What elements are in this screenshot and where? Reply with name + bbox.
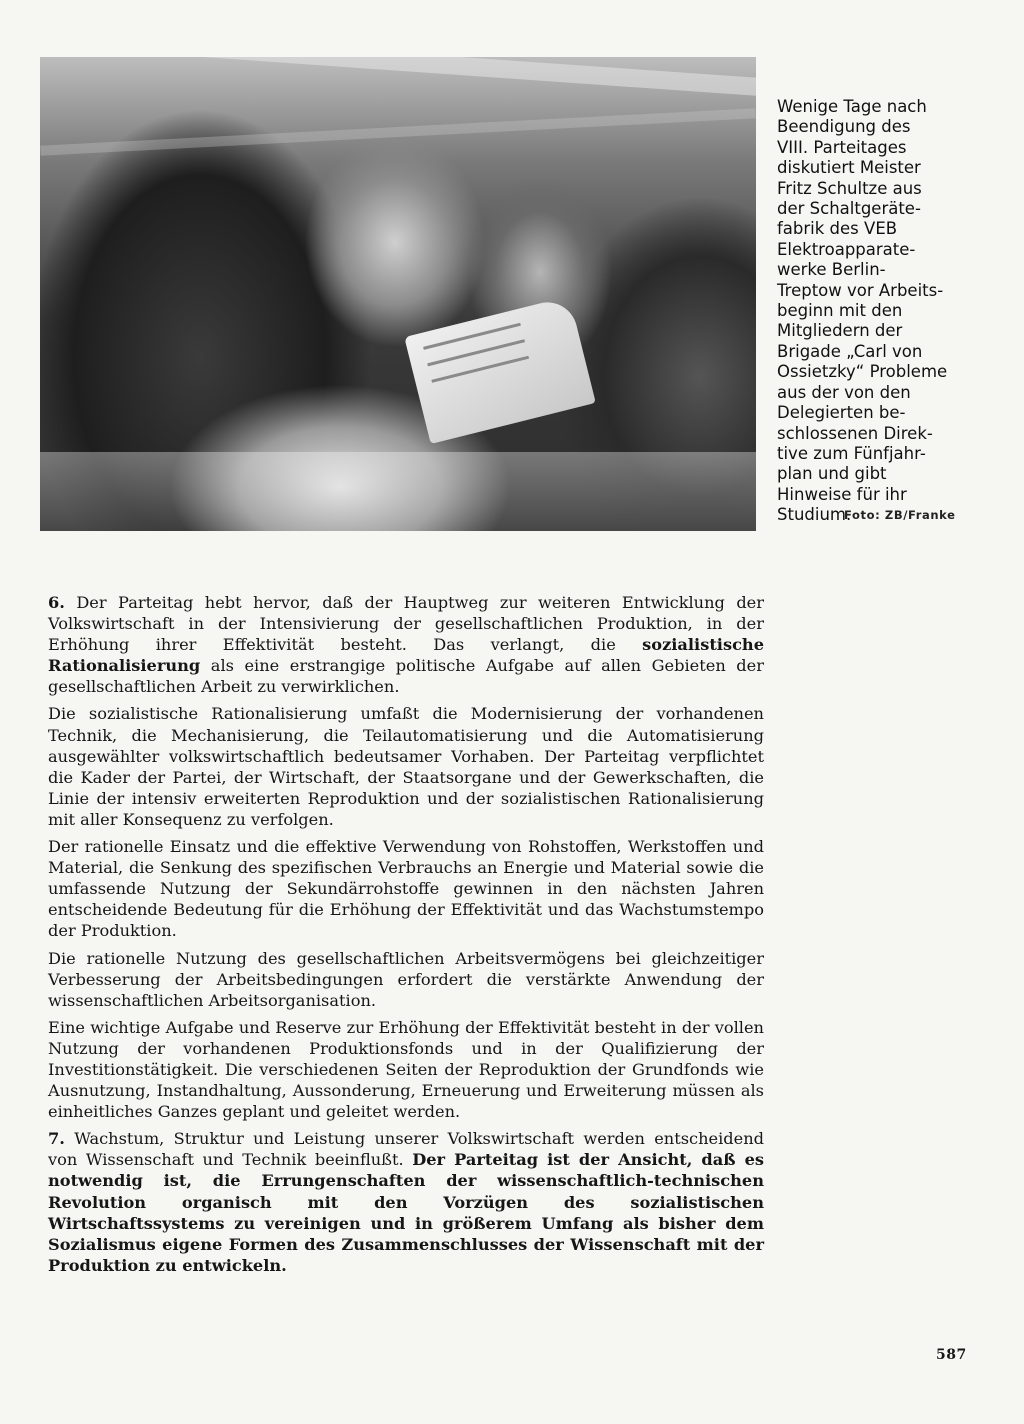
paragraph-text: Der Parteitag hebt hervor, daß der Hauptweg zur weiteren Entwicklung der Volkswirtschaft in der Intensivierung der gesellschaftlichen Produktion, in der Erhöhung ihrer Effektivität besteht. Das verlangt, die bbox=[48, 593, 764, 655]
emphasis-text: Der Parteitag ist der Ansicht, daß es notwendig ist, die Errungenschaften der wissenschaftlich-technischen Revolution organisch mit den Vorzügen des sozialistischen Wirtschaftssystems zu vereinigen und in größerem Umfang als bisher dem Sozialismus eigene Formen des Zusammenschlusses der Wissenschaft mit der Produktion zu entwickeln. bbox=[48, 1150, 764, 1275]
paragraph-produktionsfonds: Eine wichtige Aufgabe und Reserve zur Erhöhung der Effektivität besteht in der vollen Nutzung der vorhandenen Produktionsfonds und in der Qualifizierung der Investitionstätigkeit. Die verschiedenen Seiten der Reproduktion der Grundfonds wie Ausnutzung, Instandhaltung, Aussonderung, Erneuerung und Erweiterung müssen als einheitliches Ganzes geplant und geleitet werden. bbox=[48, 1017, 764, 1122]
workbench-foreground bbox=[40, 452, 756, 531]
body-text bbox=[48, 592, 764, 1282]
meeting-photo bbox=[40, 57, 756, 531]
paragraph-6 bbox=[48, 592, 764, 697]
paragraph-rohstoffe: Der rationelle Einsatz und die effektive Verwendung von Rohstoffen, Werkstoffen und Material, die Senkung des spezifischen Verbrauchs an Energie und Material sowie die umfassende Nutzung der Sekundärrohstoffe gewinnen in den nächsten Jahren entscheidende Bedeutung für die Erhöhung der Effektivität und das Wachstumstempo der Produktion. bbox=[48, 837, 764, 941]
ceiling-beam bbox=[40, 108, 756, 155]
section-number: 6. bbox=[48, 593, 65, 612]
photo-caption: Wenige Tage nach Beendigung des VIII. Parteitages diskutiert Meister Fritz Schultze aus der Schaltgeräte- fabrik des VEB Elektroapparate- werke Berlin- Treptow vor Arbeits- beginn mit den Mitgliedern der Brigade „Carl von Ossietzky“ Probleme aus der von den Delegierten be- schlossenen Direk- tive zum Fünfjahr- plan und gibt Hinweise für ihr Studium. bbox=[777, 97, 948, 525]
paragraph-text: Wachstum, Struktur und Leistung unserer Volkswirtschaft werden entscheidend von Wissenschaft und Technik beeinflußt. bbox=[48, 1129, 764, 1170]
paragraph-arbeitsvermoegen: Die rationelle Nutzung des gesellschaftlichen Arbeitsvermögens bei gleichzeitiger Verbesserung der Arbeitsbedingungen erfordert die verstärkte Anwendung der wissenschaftlichen Arbeitsorganisation. bbox=[48, 948, 764, 1010]
paragraph-text: als eine erstrangige politische Aufgabe auf allen Gebieten der gesellschaftlichen Arbeit zu verwirklichen. bbox=[48, 656, 764, 697]
paragraph-rationalisierung: Die sozialistische Rationalisierung umfaßt die Modernisierung der vorhandenen Technik, die Mechanisierung, die Teilautomatisierung und die Automatisierung ausgewählter volkswirtschaftlich bedeutsamer Vorhaben. Der Parteitag verpflichtet die Kader der Partei, der Wirtschaft, der Staatsorgane und der Gewerkschaften, die Linie der intensiv erweiterten Reproduktion und der sozialistischen Rationalisierung mit aller Konsequenz zu verfolgen. bbox=[48, 704, 764, 829]
emphasis-text: sozialistische Rationalisierung bbox=[48, 635, 764, 676]
newspaper bbox=[404, 296, 596, 444]
page-number: 587 bbox=[936, 1347, 967, 1363]
paragraph-7 bbox=[48, 1128, 764, 1276]
ceiling-beam bbox=[160, 57, 756, 96]
photo-credit: Foto: ZB/Franke bbox=[844, 508, 956, 522]
section-number: 7. bbox=[48, 1129, 65, 1149]
